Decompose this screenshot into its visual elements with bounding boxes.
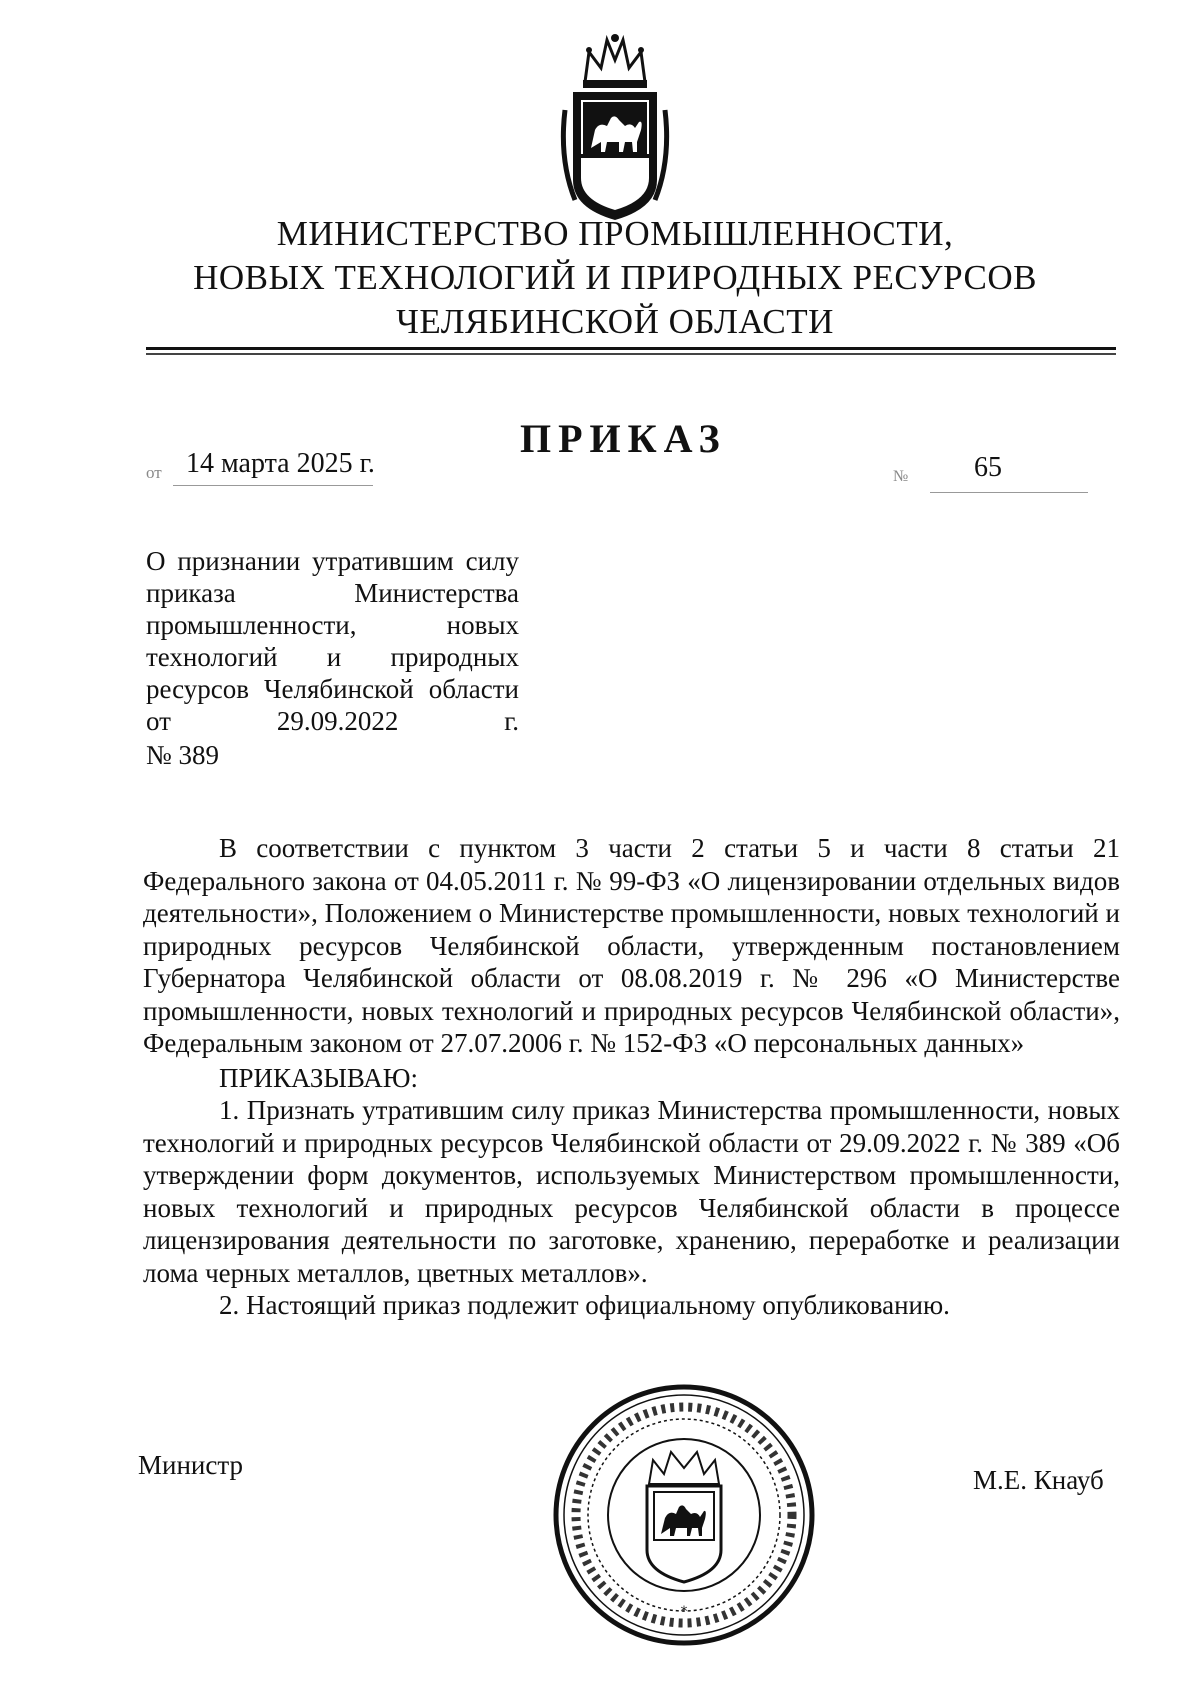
- number-label: №: [893, 468, 909, 485]
- date-underline: [173, 485, 373, 486]
- svg-text:*: *: [680, 1604, 688, 1620]
- ministry-name: [130, 212, 1100, 344]
- ministry-line-3: ЧЕЛЯБИНСКОЙ ОБЛАСТИ: [396, 302, 834, 341]
- number-underline: [930, 492, 1088, 493]
- letterhead-divider-thin: [146, 353, 1116, 355]
- order-word: ПРИКАЗЫВАЮ:: [219, 1062, 418, 1093]
- order-item-1: 1. Признать утратившим силу приказ Министерства промышленности, новых технологий и природных ресурсов Челябинской области от 29.09.2022 г. № 389 «Об утверждении форм документов, используемых Министерством промышленности, новых технологий и природных ресурсов Челябинской области в процессе лицензирования деятельности по заготовке, хранению, переработке и реализации лома черных металлов, цветных металлов».: [143, 1095, 1120, 1288]
- ministry-line-1: МИНИСТЕРСТВО ПРОМЫШЛЕННОСТИ,: [276, 214, 954, 253]
- order-subject-number: № 389: [146, 740, 220, 770]
- preamble-paragraph: В соответствии с пунктом 3 части 2 статьи 5 и части 8 статьи 21 Федерального закона от 04.05.2011 г. № 99-ФЗ «О лицензировании отдельных видов деятельности», Положением о Министерстве промышленности, новых технологий и природных ресурсов Челябинской области, утвержденным постановлением Губернатора Челябинской области от 08.08.2019 г. № 296 «О Министерстве промышленности, новых технологий и природных ресурсов Челябинской области», Федеральным законом от 27.07.2006 г. № 152-ФЗ «О персональных данных»: [143, 833, 1120, 1058]
- signer-name: М.Е. Кнауб: [973, 1465, 1104, 1495]
- order-subject: О признании утратившим силу приказа Министерства промышленности, новых технологий и природных ресурсов Челябинской области от 29.09.2022 г.: [146, 546, 519, 736]
- ministry-line-2: НОВЫХ ТЕХНОЛОГИЙ И ПРИРОДНЫХ РЕСУРСОВ: [193, 258, 1037, 297]
- date-label: от: [146, 463, 162, 482]
- document-type-title: ПРИКАЗ: [520, 416, 727, 461]
- document-number: 65: [974, 452, 1002, 483]
- signer-title: Министр: [138, 1450, 243, 1480]
- official-seal-icon: [549, 1380, 819, 1650]
- coat-of-arms-icon: [555, 30, 675, 226]
- order-body: [143, 832, 1120, 1322]
- order-item-2: 2. Настоящий приказ подлежит официальному опубликованию.: [219, 1290, 950, 1320]
- letterhead-divider: [146, 347, 1116, 350]
- document-date: 14 марта 2025 г.: [186, 448, 375, 479]
